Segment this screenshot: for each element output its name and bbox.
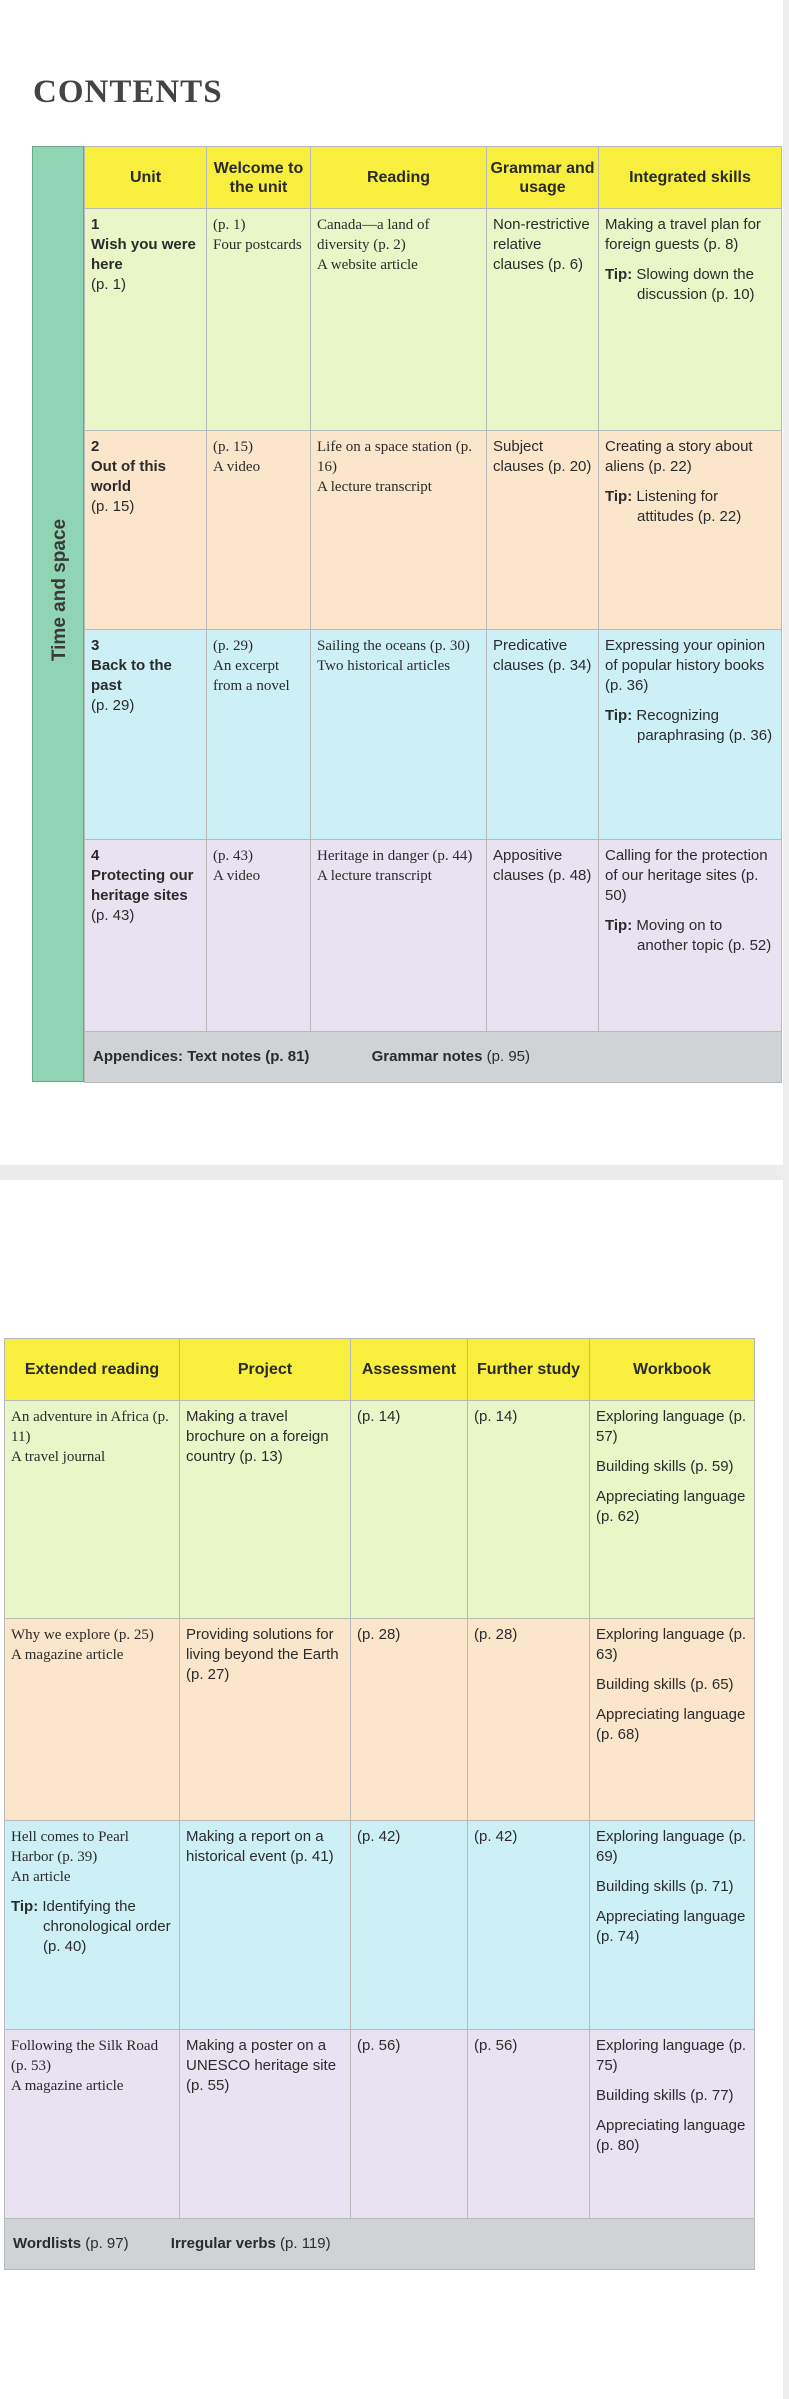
tip-text: Recognizing paraphrasing (p. 36) — [636, 707, 773, 744]
assessment-cell — [351, 2030, 468, 2219]
reading-title: Following the Silk Road (p. 53) — [11, 2038, 159, 2074]
grammar-cell — [487, 630, 599, 840]
unit-cell — [85, 209, 207, 431]
project-text: Making a report on a historical event (p. 41) — [186, 1828, 334, 1865]
welcome-page: (p. 29) — [213, 638, 253, 654]
further-study-cell — [468, 2030, 590, 2219]
tip-label: Tip: — [605, 707, 633, 724]
skills-cell — [599, 431, 782, 630]
footer-cell — [5, 2219, 755, 2270]
welcome-cell — [207, 840, 311, 1032]
reading-title: Why we explore (p. 25) — [11, 1627, 154, 1643]
tip-label: Tip: — [605, 488, 633, 505]
grammar-notes-page: (p. 95) — [486, 1048, 531, 1065]
page-separator — [0, 1165, 789, 1180]
further-study-page: (p. 56) — [474, 2037, 518, 2054]
page-edge — [783, 0, 789, 2399]
unit-number: 4 — [91, 847, 100, 864]
workbook-appreciating: Appreciating language (p. 62) — [596, 1488, 746, 1525]
reading-cell — [311, 431, 487, 630]
page-title: CONTENTS — [33, 74, 223, 110]
welcome-text: A video — [213, 868, 261, 884]
reading-cell — [311, 840, 487, 1032]
contents-table-extended — [4, 1338, 755, 2270]
further-study-cell — [468, 1401, 590, 1619]
grammar-notes-entry — [372, 1048, 530, 1065]
reading-cell — [311, 630, 487, 840]
unit-cell — [85, 840, 207, 1032]
skills-cell — [599, 630, 782, 840]
reading-type: Two historical articles — [317, 658, 451, 674]
irregular-verbs-page: (p. 119) — [280, 2235, 331, 2252]
unit-title: Back to the past — [91, 657, 172, 694]
reading-type: A lecture transcript — [317, 479, 432, 495]
further-study-cell — [468, 1619, 590, 1821]
tip — [605, 487, 776, 527]
irregular-verbs-label: Irregular verbs — [170, 2235, 276, 2252]
workbook-cell — [590, 1401, 755, 1619]
header-further-study: Further study — [468, 1339, 590, 1401]
header-reading: Reading — [311, 147, 487, 209]
grammar-cell — [487, 209, 599, 431]
header-workbook: Workbook — [590, 1339, 755, 1401]
workbook-exploring: Exploring language (p. 69) — [596, 1828, 747, 1865]
unit-page: (p. 29) — [91, 697, 135, 714]
project-text: Making a poster on a UNESCO heritage site (p. 55) — [186, 2037, 337, 2094]
workbook-cell — [590, 2030, 755, 2219]
reading-title: An adventure in Africa (p. 11) — [11, 1409, 169, 1445]
header-welcome: Welcome to the unit — [207, 147, 311, 209]
unit-cell — [85, 630, 207, 840]
assessment-page: (p. 42) — [357, 1828, 401, 1845]
unit-page: (p. 43) — [91, 907, 135, 924]
tip-text: Moving on to another topic (p. 52) — [636, 917, 772, 954]
reading-title: Hell comes to Pearl Harbor (p. 39) — [11, 1829, 129, 1865]
skills-text: Calling for the protection of our heritage sites (p. 50) — [605, 847, 768, 904]
welcome-text: A video — [213, 459, 261, 475]
irregular-verbs-entry — [171, 2235, 331, 2252]
grammar-text: Predicative clauses (p. 34) — [493, 637, 592, 674]
extended-reading-cell — [5, 1821, 180, 2030]
unit-title: Wish you were here — [91, 236, 196, 273]
assessment-page: (p. 56) — [357, 2037, 401, 2054]
tip — [605, 706, 776, 746]
reading-title: Sailing the oceans (p. 30) — [317, 638, 470, 654]
workbook-cell — [590, 1821, 755, 2030]
appendices-entry — [93, 1047, 309, 1067]
unit-number: 1 — [91, 216, 100, 233]
tip — [605, 916, 776, 956]
table-footer-row — [5, 2219, 755, 2270]
assessment-page: (p. 14) — [357, 1408, 401, 1425]
table-row — [85, 840, 782, 1032]
grammar-cell — [487, 431, 599, 630]
workbook-building: Building skills (p. 77) — [596, 2087, 734, 2104]
grammar-text: Subject clauses (p. 20) — [493, 438, 592, 475]
workbook-building: Building skills (p. 59) — [596, 1458, 734, 1475]
wordlists-page: (p. 97) — [85, 2235, 129, 2252]
workbook-exploring: Exploring language (p. 57) — [596, 1408, 747, 1445]
welcome-page: (p. 15) — [213, 439, 253, 455]
project-text: Providing solutions for living beyond the Earth (p. 27) — [186, 1626, 339, 1683]
tip-text: Slowing down the discussion (p. 10) — [636, 266, 755, 303]
header-grammar: Grammar and usage — [487, 147, 599, 209]
skills-text: Making a travel plan for foreign guests (p. 8) — [605, 216, 761, 253]
extended-reading-cell — [5, 1401, 180, 1619]
workbook-building: Building skills (p. 71) — [596, 1878, 734, 1895]
workbook-building: Building skills (p. 65) — [596, 1676, 734, 1693]
workbook-cell — [590, 1619, 755, 1821]
skills-text: Creating a story about aliens (p. 22) — [605, 438, 753, 475]
reading-title: Heritage in danger (p. 44) — [317, 848, 473, 864]
assessment-cell — [351, 1401, 468, 1619]
tip-label: Tip: — [11, 1898, 39, 1915]
table-row — [5, 2030, 755, 2219]
welcome-cell — [207, 209, 311, 431]
reading-type: A website article — [317, 257, 418, 273]
tip-label: Tip: — [605, 917, 633, 934]
further-study-page: (p. 28) — [474, 1626, 518, 1643]
extended-reading-cell — [5, 2030, 180, 2219]
welcome-cell — [207, 431, 311, 630]
project-cell — [180, 1821, 351, 2030]
header-project: Project — [180, 1339, 351, 1401]
grammar-text: Appositive clauses (p. 48) — [493, 847, 592, 884]
grammar-notes-label: Grammar notes — [371, 1048, 483, 1065]
unit-page: (p. 1) — [91, 276, 127, 293]
assessment-page: (p. 28) — [357, 1626, 401, 1643]
further-study-page: (p. 14) — [474, 1408, 518, 1425]
unit-title: Protecting our heritage sites — [91, 867, 194, 904]
extended-reading-cell — [5, 1619, 180, 1821]
skills-text: Expressing your opinion of popular history books (p. 36) — [605, 637, 766, 694]
reading-type: A magazine article — [11, 1647, 124, 1663]
project-text: Making a travel brochure on a foreign country (p. 13) — [186, 1408, 329, 1465]
table-row — [5, 1821, 755, 2030]
workbook-exploring: Exploring language (p. 75) — [596, 2037, 747, 2074]
welcome-text: Four postcards — [213, 237, 302, 253]
wordlists-entry — [13, 2234, 129, 2254]
table-header-row — [5, 1339, 755, 1401]
workbook-appreciating: Appreciating language (p. 68) — [596, 1706, 746, 1743]
reading-cell — [311, 209, 487, 431]
table-header-row — [85, 147, 782, 209]
welcome-text: An excerpt from a novel — [213, 658, 290, 694]
table-row — [85, 209, 782, 431]
skills-cell — [599, 840, 782, 1032]
table-row — [5, 1619, 755, 1821]
welcome-page: (p. 43) — [213, 848, 253, 864]
reading-type: An article — [11, 1869, 71, 1885]
footer-cell — [85, 1032, 782, 1083]
table-footer-row — [85, 1032, 782, 1083]
reading-type: A magazine article — [11, 2078, 124, 2094]
tip-text: Listening for attitudes (p. 22) — [636, 488, 742, 525]
grammar-text: Non-restrictive relative clauses (p. 6) — [493, 216, 590, 273]
grammar-cell — [487, 840, 599, 1032]
appendices-text: Text notes (p. 81) — [187, 1048, 310, 1065]
tip-label: Tip: — [605, 266, 633, 283]
assessment-cell — [351, 1619, 468, 1821]
header-skills: Integrated skills — [599, 147, 782, 209]
further-study-cell — [468, 1821, 590, 2030]
further-study-page: (p. 42) — [474, 1828, 518, 1845]
contents-table-units — [84, 146, 782, 1083]
header-extended-reading: Extended reading — [5, 1339, 180, 1401]
reading-type: A travel journal — [11, 1449, 106, 1465]
workbook-appreciating: Appreciating language (p. 74) — [596, 1908, 746, 1945]
unit-title: Out of this world — [91, 458, 166, 495]
unit-number: 3 — [91, 637, 100, 654]
reading-title: Life on a space station (p. 16) — [317, 439, 472, 475]
wordlists-label: Wordlists — [13, 2235, 82, 2252]
project-cell — [180, 1619, 351, 1821]
unit-cell — [85, 431, 207, 630]
tip — [11, 1897, 174, 1957]
project-cell — [180, 1401, 351, 1619]
unit-number: 2 — [91, 438, 100, 455]
tip — [605, 265, 776, 305]
table-row — [85, 431, 782, 630]
project-cell — [180, 2030, 351, 2219]
assessment-cell — [351, 1821, 468, 2030]
unit-page: (p. 15) — [91, 498, 135, 515]
welcome-page: (p. 1) — [213, 217, 246, 233]
section-label: Time and space — [49, 518, 70, 662]
tip-text: Identifying the chronological order (p. 40) — [42, 1898, 171, 1955]
table-row — [5, 1401, 755, 1619]
appendices-label: Appendices: — [93, 1048, 184, 1065]
header-unit: Unit — [85, 147, 207, 209]
skills-cell — [599, 209, 782, 431]
workbook-appreciating: Appreciating language (p. 80) — [596, 2117, 746, 2154]
table-row — [85, 630, 782, 840]
workbook-exploring: Exploring language (p. 63) — [596, 1626, 747, 1663]
reading-title: Canada—a land of diversity (p. 2) — [317, 217, 430, 253]
reading-type: A lecture transcript — [317, 868, 432, 884]
header-assessment: Assessment — [351, 1339, 468, 1401]
welcome-cell — [207, 630, 311, 840]
